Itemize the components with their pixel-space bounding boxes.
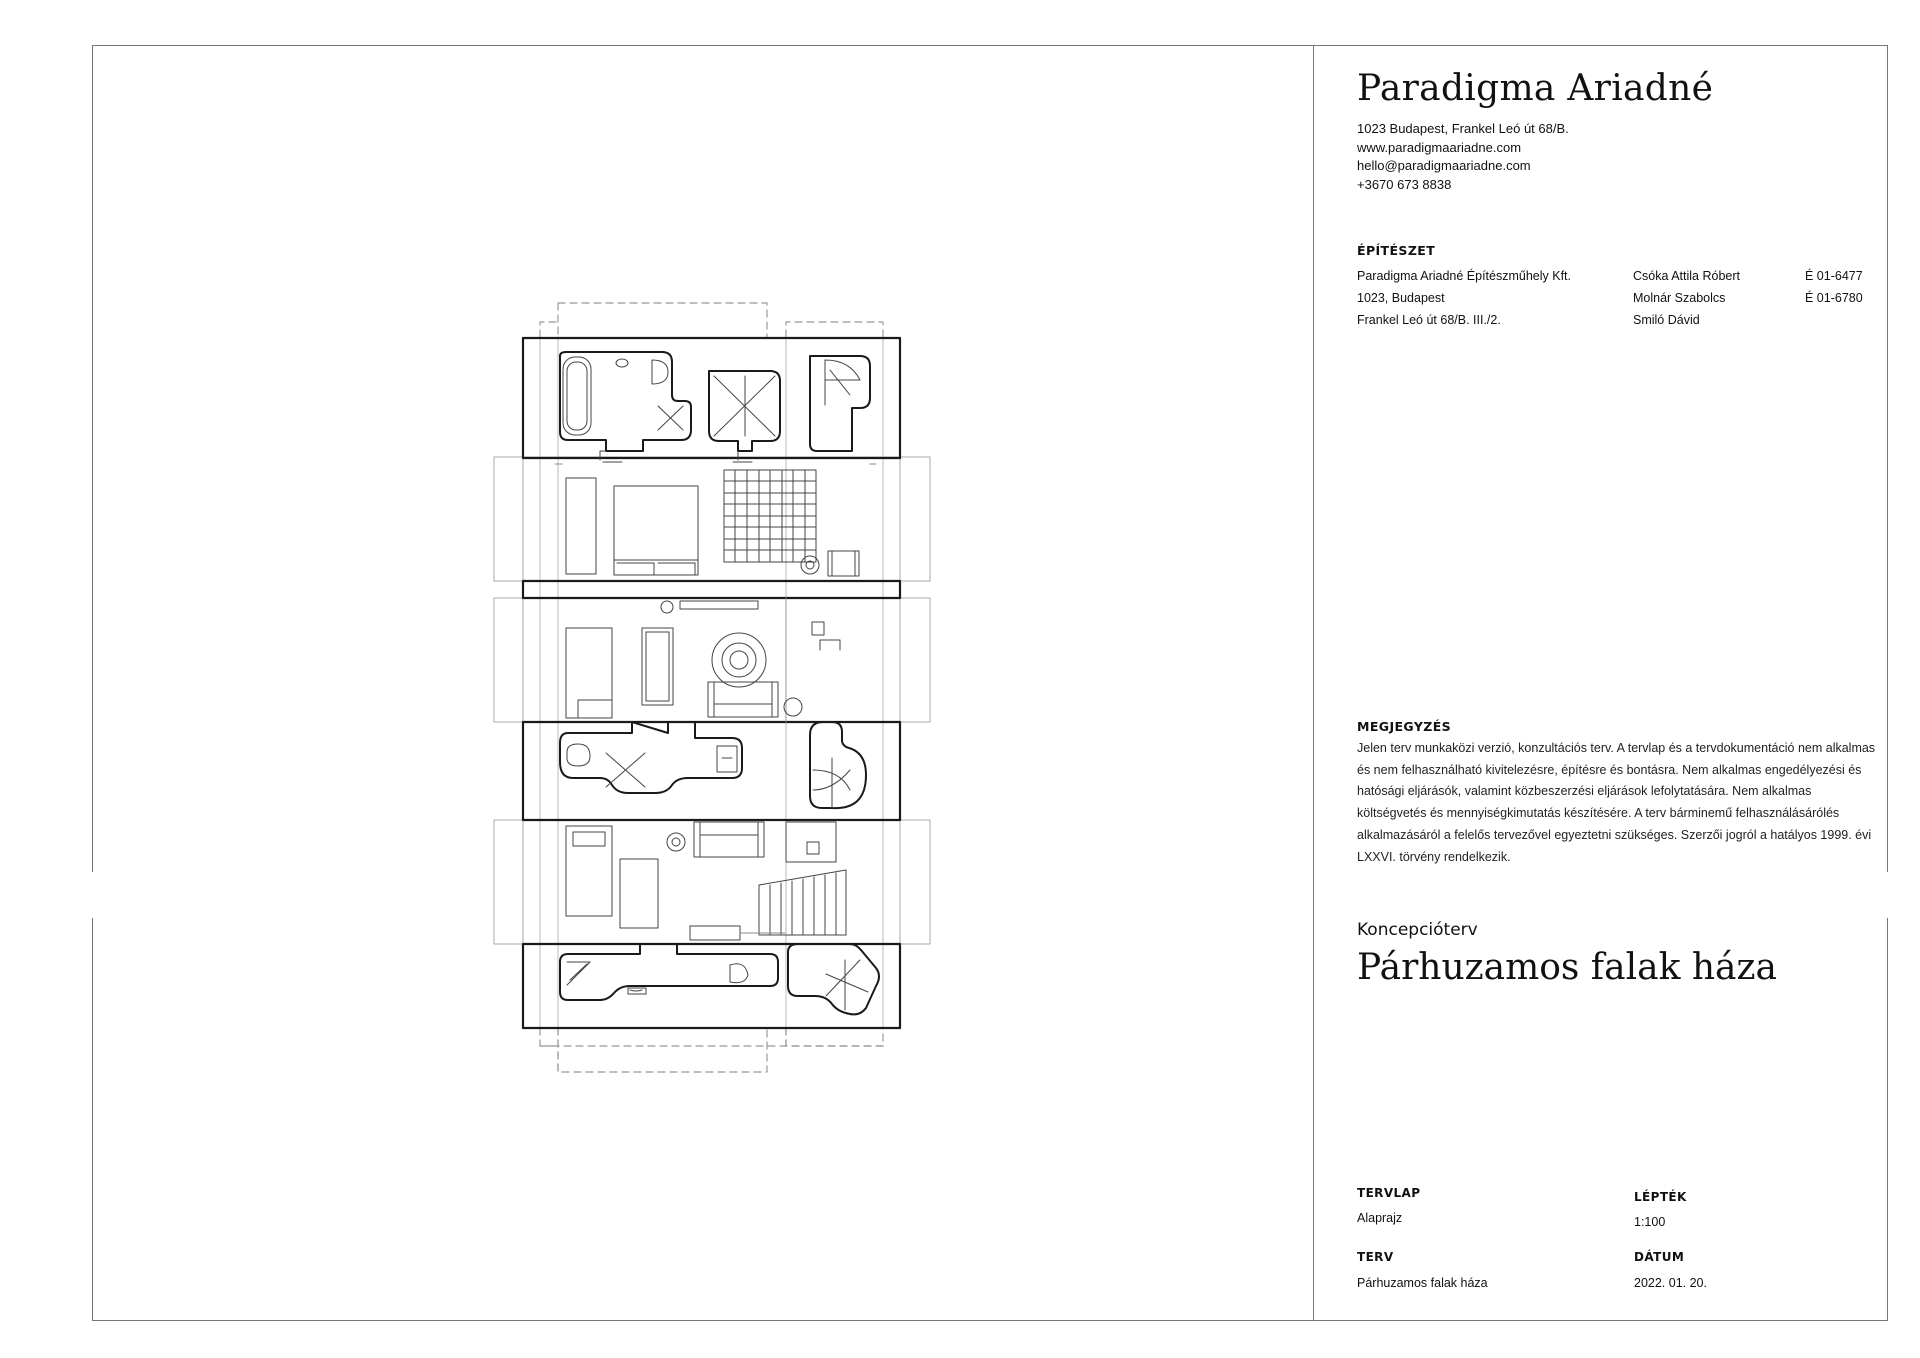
bedroom-furniture <box>555 464 876 576</box>
company-line: Paradigma Ariadné Építészműhely Kft. <box>1357 269 1572 283</box>
architect-names <box>1633 265 1740 331</box>
wall-slabs <box>523 338 900 1028</box>
project-stage: Koncepcióterv <box>1357 920 1478 940</box>
top-slab-pods <box>560 352 870 451</box>
project-title: Párhuzamos falak háza <box>1357 947 1777 988</box>
plan-value: Párhuzamos falak háza <box>1357 1276 1488 1290</box>
note-title: MEGJEGYZÉS <box>1357 719 1452 734</box>
middle-slab-pods <box>560 722 866 808</box>
company-line: Frankel Leó út 68/B. III./2. <box>1357 313 1501 327</box>
firm-phone: +3670 673 8838 <box>1357 176 1452 192</box>
scale-label: LÉPTÉK <box>1634 1190 1687 1204</box>
ground-furniture <box>566 822 846 940</box>
sheet-value: Alaprajz <box>1357 1211 1403 1225</box>
architect-name: Csóka Attila Róbert <box>1633 269 1740 283</box>
architect-licenses <box>1805 265 1863 309</box>
architect-license: É 01-6780 <box>1805 291 1863 305</box>
date-label: DÁTUM <box>1634 1250 1685 1264</box>
scale-value: 1:100 <box>1634 1215 1666 1229</box>
note-text: Jelen terv munkaközi verzió, konzultációs terv. A tervlap és a tervdokumentáció nem alkalmas és nem felhasználható kivitelezésre, építésre és bontásra. Nem alkalmas engedélyezési és hatósági eljárásók, valamint közbeszerzési eljárások lefolytatására. Nem alkalmas költségvetés és mennyiségkimutatás készítésére. A terv bárminemű felhasználásárólés alkalmazásáról a felelős tervezővel egyeztetni szükséges. Szerzői jogról a hatályos 1999. évi LXXVI. törvény rendelkezik. <box>1357 741 1876 864</box>
company-lines <box>1357 265 1571 331</box>
firm-name: Paradigma Ariadné <box>1357 68 1714 109</box>
firm-contact <box>1357 120 1569 194</box>
middle-slab-fixtures <box>567 744 850 808</box>
architect-name: Molnár Szabolcs <box>1633 291 1726 305</box>
firm-address: 1023 Budapest, Frankel Leó út 68/B. <box>1357 121 1569 136</box>
architect-license: É 01-6477 <box>1805 269 1863 283</box>
firm-email[interactable]: hello@paradigmaariadne.com <box>1357 158 1531 173</box>
firm-website[interactable]: www.paradigmaariadne.com <box>1357 139 1522 155</box>
plan-label: TERV <box>1357 1250 1394 1264</box>
top-slab-fixtures <box>563 357 860 462</box>
sheet-label: TERVLAP <box>1357 1186 1421 1200</box>
living-furniture <box>566 598 840 722</box>
date-value: 2022. 01. 20. <box>1634 1276 1707 1290</box>
architect-name: Smiló Dávid <box>1633 313 1700 327</box>
bottom-slab-pods <box>560 944 879 1014</box>
architecture-title: ÉPÍTÉSZET <box>1357 243 1436 258</box>
company-line: 1023, Budapest <box>1357 291 1445 305</box>
